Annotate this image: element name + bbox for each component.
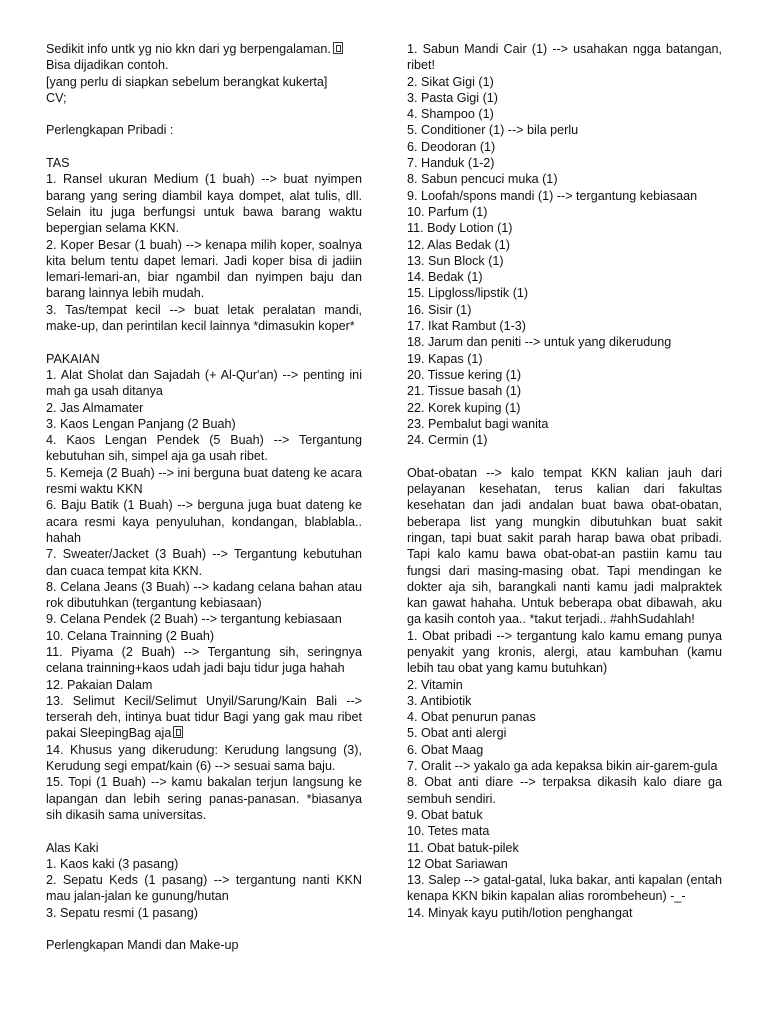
list-item: 1. Kaos kaki (3 pasang) <box>46 856 179 871</box>
list-item: 9. Obat batuk <box>407 807 483 822</box>
list-item: 10. Parfum (1) <box>407 204 488 219</box>
list-item: 2. Jas Almamater <box>46 400 144 415</box>
list-item: 14. Bedak (1) <box>407 270 483 285</box>
list-item: 1. Ransel ukuran Medium (1 buah) --> buat nyimpen barang yang sering diambil kaya dompet, alat tulis, dll. Selain itu juga berfungsi untuk bawa barang waktu bepergian selama KKN. <box>46 172 362 236</box>
list-item: 23. Pembalut bagi wanita <box>407 416 549 431</box>
list-item: 8. Sabun pencuci muka (1) <box>407 172 558 187</box>
list-item: 13. Salep --> gatal-gatal, luka bakar, anti kapalan (entah kenapa KKN bikin kapalan alias rorombeheun) -_- <box>407 873 722 904</box>
list-item: 14. Khusus yang dikerudung: Kerudung langsung (3), Kerudung segi empat/kain (6) --> sesuai sama baju. <box>46 742 362 774</box>
list-item: 19. Kapas (1) <box>407 351 483 366</box>
list-item: 8. Celana Jeans (3 Buah) --> kadang celana bahan atau rok dibutuhkan (tergantung kebiasaan) <box>46 579 362 611</box>
list-item: 2. Sikat Gigi (1) <box>407 74 494 89</box>
list-item: 6. Baju Batik (1 Buah) --> berguna juga buat dateng ke acara resmi kaya penyuluhan, kondangan, blablabla.. hahah <box>46 498 362 545</box>
list-item: 17. Ikat Rambut (1-3) <box>407 319 526 334</box>
list-item: 15. Topi (1 Buah) --> kamu bakalan terjun langsung ke lapangan dan lebih sering panas-panasan. *biasanya sih dikasih sama universitas. <box>46 775 362 822</box>
intro-line: [yang perlu di siapkan sebelum berangkat kukerta] <box>46 74 328 89</box>
left-column <box>46 41 362 954</box>
list-item: 11. Obat batuk-pilek <box>407 840 519 855</box>
list-item: 7. Oralit --> yakalo ga ada kepaksa bikin air-garem-gula <box>407 759 718 774</box>
section-heading: Perlengkapan Mandi dan Make-up <box>46 938 239 953</box>
list-item: 9. Celana Pendek (2 Buah) --> tergantung kebiasaan <box>46 612 342 627</box>
list-item: 15. Lipgloss/lipstik (1) <box>407 286 529 301</box>
list-item: 12. Alas Bedak (1) <box>407 237 510 252</box>
list-item: 3. Pasta Gigi (1) <box>407 90 498 105</box>
list-item: 3. Kaos Lengan Panjang (2 Buah) <box>46 416 236 431</box>
right-column <box>407 41 722 921</box>
list-item: 2. Sepatu Keds (1 pasang) --> tergantung nanti KKN mau jalan-jalan ke gunung/hutan <box>46 873 362 904</box>
section-heading: Alas Kaki <box>46 840 99 855</box>
list-item: 2. Vitamin <box>407 677 463 692</box>
list-item: 14. Minyak kayu putih/lotion penghangat <box>407 905 633 920</box>
list-item: 6. Deodoran (1) <box>407 139 496 154</box>
list-item: 3. Sepatu resmi (1 pasang) <box>46 905 198 920</box>
list-item: 18. Jarum dan peniti --> untuk yang dikerudung <box>407 335 672 350</box>
list-item: 5. Obat anti alergi <box>407 726 507 741</box>
section-heading: PAKAIAN <box>46 351 100 366</box>
unknown-glyph-icon <box>333 42 343 54</box>
list-item: 6. Obat Maag <box>407 742 484 757</box>
list-item: 10. Celana Trainning (2 Buah) <box>46 628 215 643</box>
intro-line: Sedikit info untk yg nio kkn dari yg berpengalaman. <box>46 41 362 57</box>
list-item: 21. Tissue basah (1) <box>407 384 522 399</box>
list-item: 4. Kaos Lengan Pendek (5 Buah) --> Tergantung kebutuhan sih, simpel aja ga usah ribet. <box>46 433 362 464</box>
list-item: 1. Sabun Mandi Cair (1) --> usahakan ngga batangan, ribet! <box>407 42 722 73</box>
list-item: 5. Kemeja (2 Buah) --> ini berguna buat dateng ke acara resmi waktu KKN <box>46 465 362 497</box>
list-item: 16. Sisir (1) <box>407 302 472 317</box>
obat-intro-paragraph: Obat-obatan --> kalo tempat KKN kalian jauh dari pelayanan kesehatan, terus kalian dari fakultas kesehatan dan jadi andalan buat bawa obat-obatan, beberapa list yang mungkin dibutuhkan buat sakit ringan, tapi buat sakit parah harap bawa obat pribadi. Tapi kalo kamu bawa obat-obat-an pastiin kamu tau fungsi dari masing-masing obat. Tapi mendingan ke dokter aja sih, barangkali nanti kamu jadi malpraktek kan gawat hahaha. Untuk beberapa obat dibawah, aku ga kasih contoh yaa.. *takut terjadi.. #ahhSudahlah! <box>407 465 722 627</box>
list-item: 3. Tas/tempat kecil --> buat letak peralatan mandi, make-up, dan perintilan kecil lainnya *dimasukin koper* <box>46 302 362 334</box>
list-item: 8. Obat anti diare --> terpaksa dikasih kalo diare ga sembuh sendiri. <box>407 775 722 806</box>
list-item: 7. Handuk (1-2) <box>407 156 495 171</box>
intro-line: CV; <box>46 90 67 105</box>
list-item: 11. Body Lotion (1) <box>407 221 513 236</box>
list-item: 22. Korek kuping (1) <box>407 400 521 415</box>
list-item: 12. Pakaian Dalam <box>46 677 153 692</box>
list-item: 12 Obat Sariawan <box>407 856 508 871</box>
list-item: 3. Antibiotik <box>407 693 472 708</box>
list-item: 10. Tetes mata <box>407 824 490 839</box>
list-item: 11. Piyama (2 Buah) --> Tergantung sih, seringnya celana trainning+kaos udah jadi baju tidur juga hahah <box>46 644 362 676</box>
unknown-glyph-icon <box>173 726 183 738</box>
list-item: 5. Conditioner (1) --> bila perlu <box>407 123 579 138</box>
intro-line: Bisa dijadikan contoh. <box>46 58 169 73</box>
list-item: 9. Loofah/spons mandi (1) --> tergantung kebiasaan <box>407 188 698 203</box>
list-item: 13. Sun Block (1) <box>407 253 504 268</box>
section-heading: TAS <box>46 156 70 171</box>
list-item: 2. Koper Besar (1 buah) --> kenapa milih koper, soalnya kita belum tentu dapet lemari. Jadi koper bisa di jadiin lemari-lemari-an, biar ngambil dan nyimpen baju dan barang lainnya lebih mudah. <box>46 237 362 301</box>
list-item: 7. Sweater/Jacket (3 Buah) --> Tergantung kebutuhan dan cuaca tempat kita KKN. <box>46 547 362 578</box>
list-item: 20. Tissue kering (1) <box>407 367 522 382</box>
list-item: 4. Obat penurun panas <box>407 710 536 725</box>
list-item: 24. Cermin (1) <box>407 433 488 448</box>
list-item: 1. Alat Sholat dan Sajadah (+ Al-Qur'an) --> penting ini mah ga usah ditanya <box>46 367 362 399</box>
list-item: 13. Selimut Kecil/Selimut Unyil/Sarung/Kain Bali --> terserah deh, intinya buat tidur Bagi yang gak mau ribet pakai SleepingBag aja <box>46 693 362 741</box>
list-item: 1. Obat pribadi --> tergantung kalo kamu emang punya penyakit yang kronis, alergi, atau kambuhan (kamu lebih tau obat yang kamu butuhkan) <box>407 628 722 676</box>
list-item: 4. Shampoo (1) <box>407 107 494 122</box>
section-heading: Perlengkapan Pribadi : <box>46 123 174 138</box>
